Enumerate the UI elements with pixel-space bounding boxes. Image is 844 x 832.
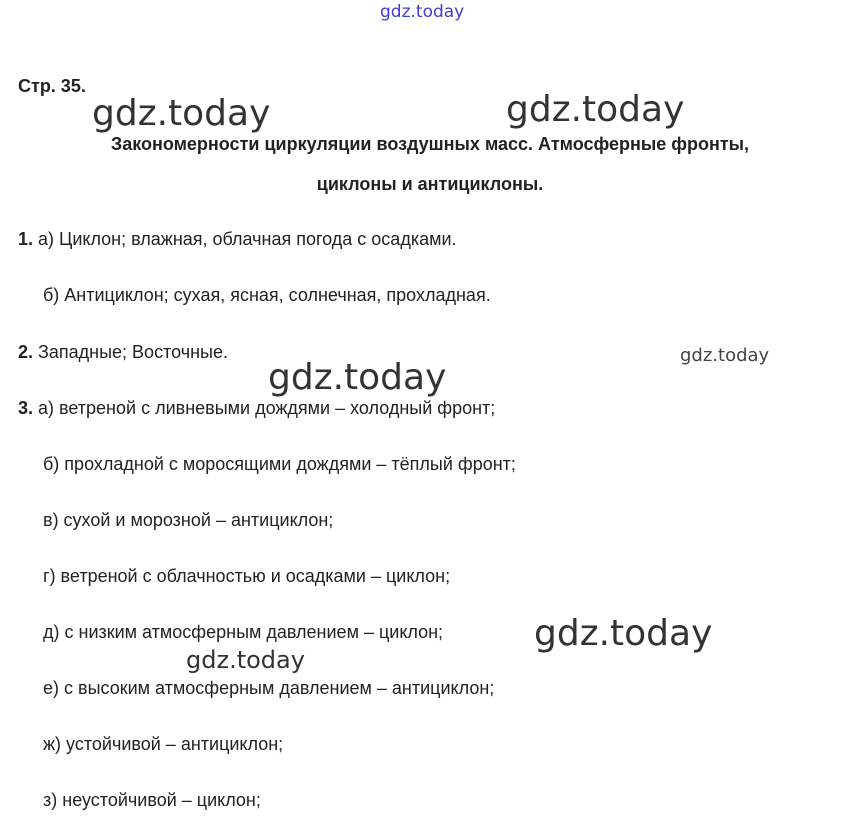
answer-text: б) прохладной с моросящими дождями – тёплый фронт;	[43, 454, 516, 474]
watermark-top: gdz.today	[380, 2, 465, 22]
watermark-lower-left: gdz.today	[186, 646, 305, 674]
watermark-header-right: gdz.today	[506, 89, 685, 130]
page-title-line-2: циклоны и антициклоны.	[316, 174, 544, 194]
answer-text: Западные; Восточные.	[33, 342, 228, 362]
answer-number: 2.	[18, 342, 34, 362]
watermark-mid-center: gdz.today	[268, 357, 447, 398]
answer-text: д) с низким атмосферным давлением – циклон;	[43, 622, 444, 642]
answer-2	[18, 342, 228, 363]
answer-text: а) ветреной с ливневыми дождями – холодный фронт;	[33, 398, 496, 418]
answer-3b	[43, 454, 516, 475]
answer-text: з) неустойчивой – циклон;	[43, 790, 261, 810]
page-number: Стр. 35.	[18, 76, 86, 96]
answer-3g	[43, 734, 283, 755]
answer-text: е) с высоким атмосферным давлением – антициклон;	[43, 678, 495, 698]
answer-3h	[43, 790, 261, 811]
answer-3e	[43, 622, 443, 643]
answer-3d	[43, 566, 450, 587]
answer-number: 1.	[18, 229, 34, 249]
answer-1b	[43, 285, 491, 306]
answer-text: ж) устойчивой – антициклон;	[43, 734, 284, 754]
watermark-header-left: gdz.today	[92, 93, 271, 134]
watermark-lower-right: gdz.today	[534, 613, 713, 654]
answer-number: 3.	[18, 398, 34, 418]
answer-text: в) сухой и морозной – антициклон;	[43, 510, 334, 530]
watermark-mid-right: gdz.today	[680, 345, 770, 366]
answer-3f	[43, 678, 494, 699]
answer-text: б) Антициклон; сухая, ясная, солнечная, прохладная.	[43, 285, 491, 305]
answer-1a	[18, 229, 457, 250]
answer-3c	[43, 510, 333, 531]
page-title-line-1: Закономерности циркуляции воздушных масс. Атмосферные фронты,	[110, 134, 750, 154]
answer-3a	[18, 398, 495, 419]
answer-text: г) ветреной с облачностью и осадками – циклон;	[43, 566, 451, 586]
answer-text: а) Циклон; влажная, облачная погода с осадками.	[33, 229, 457, 249]
